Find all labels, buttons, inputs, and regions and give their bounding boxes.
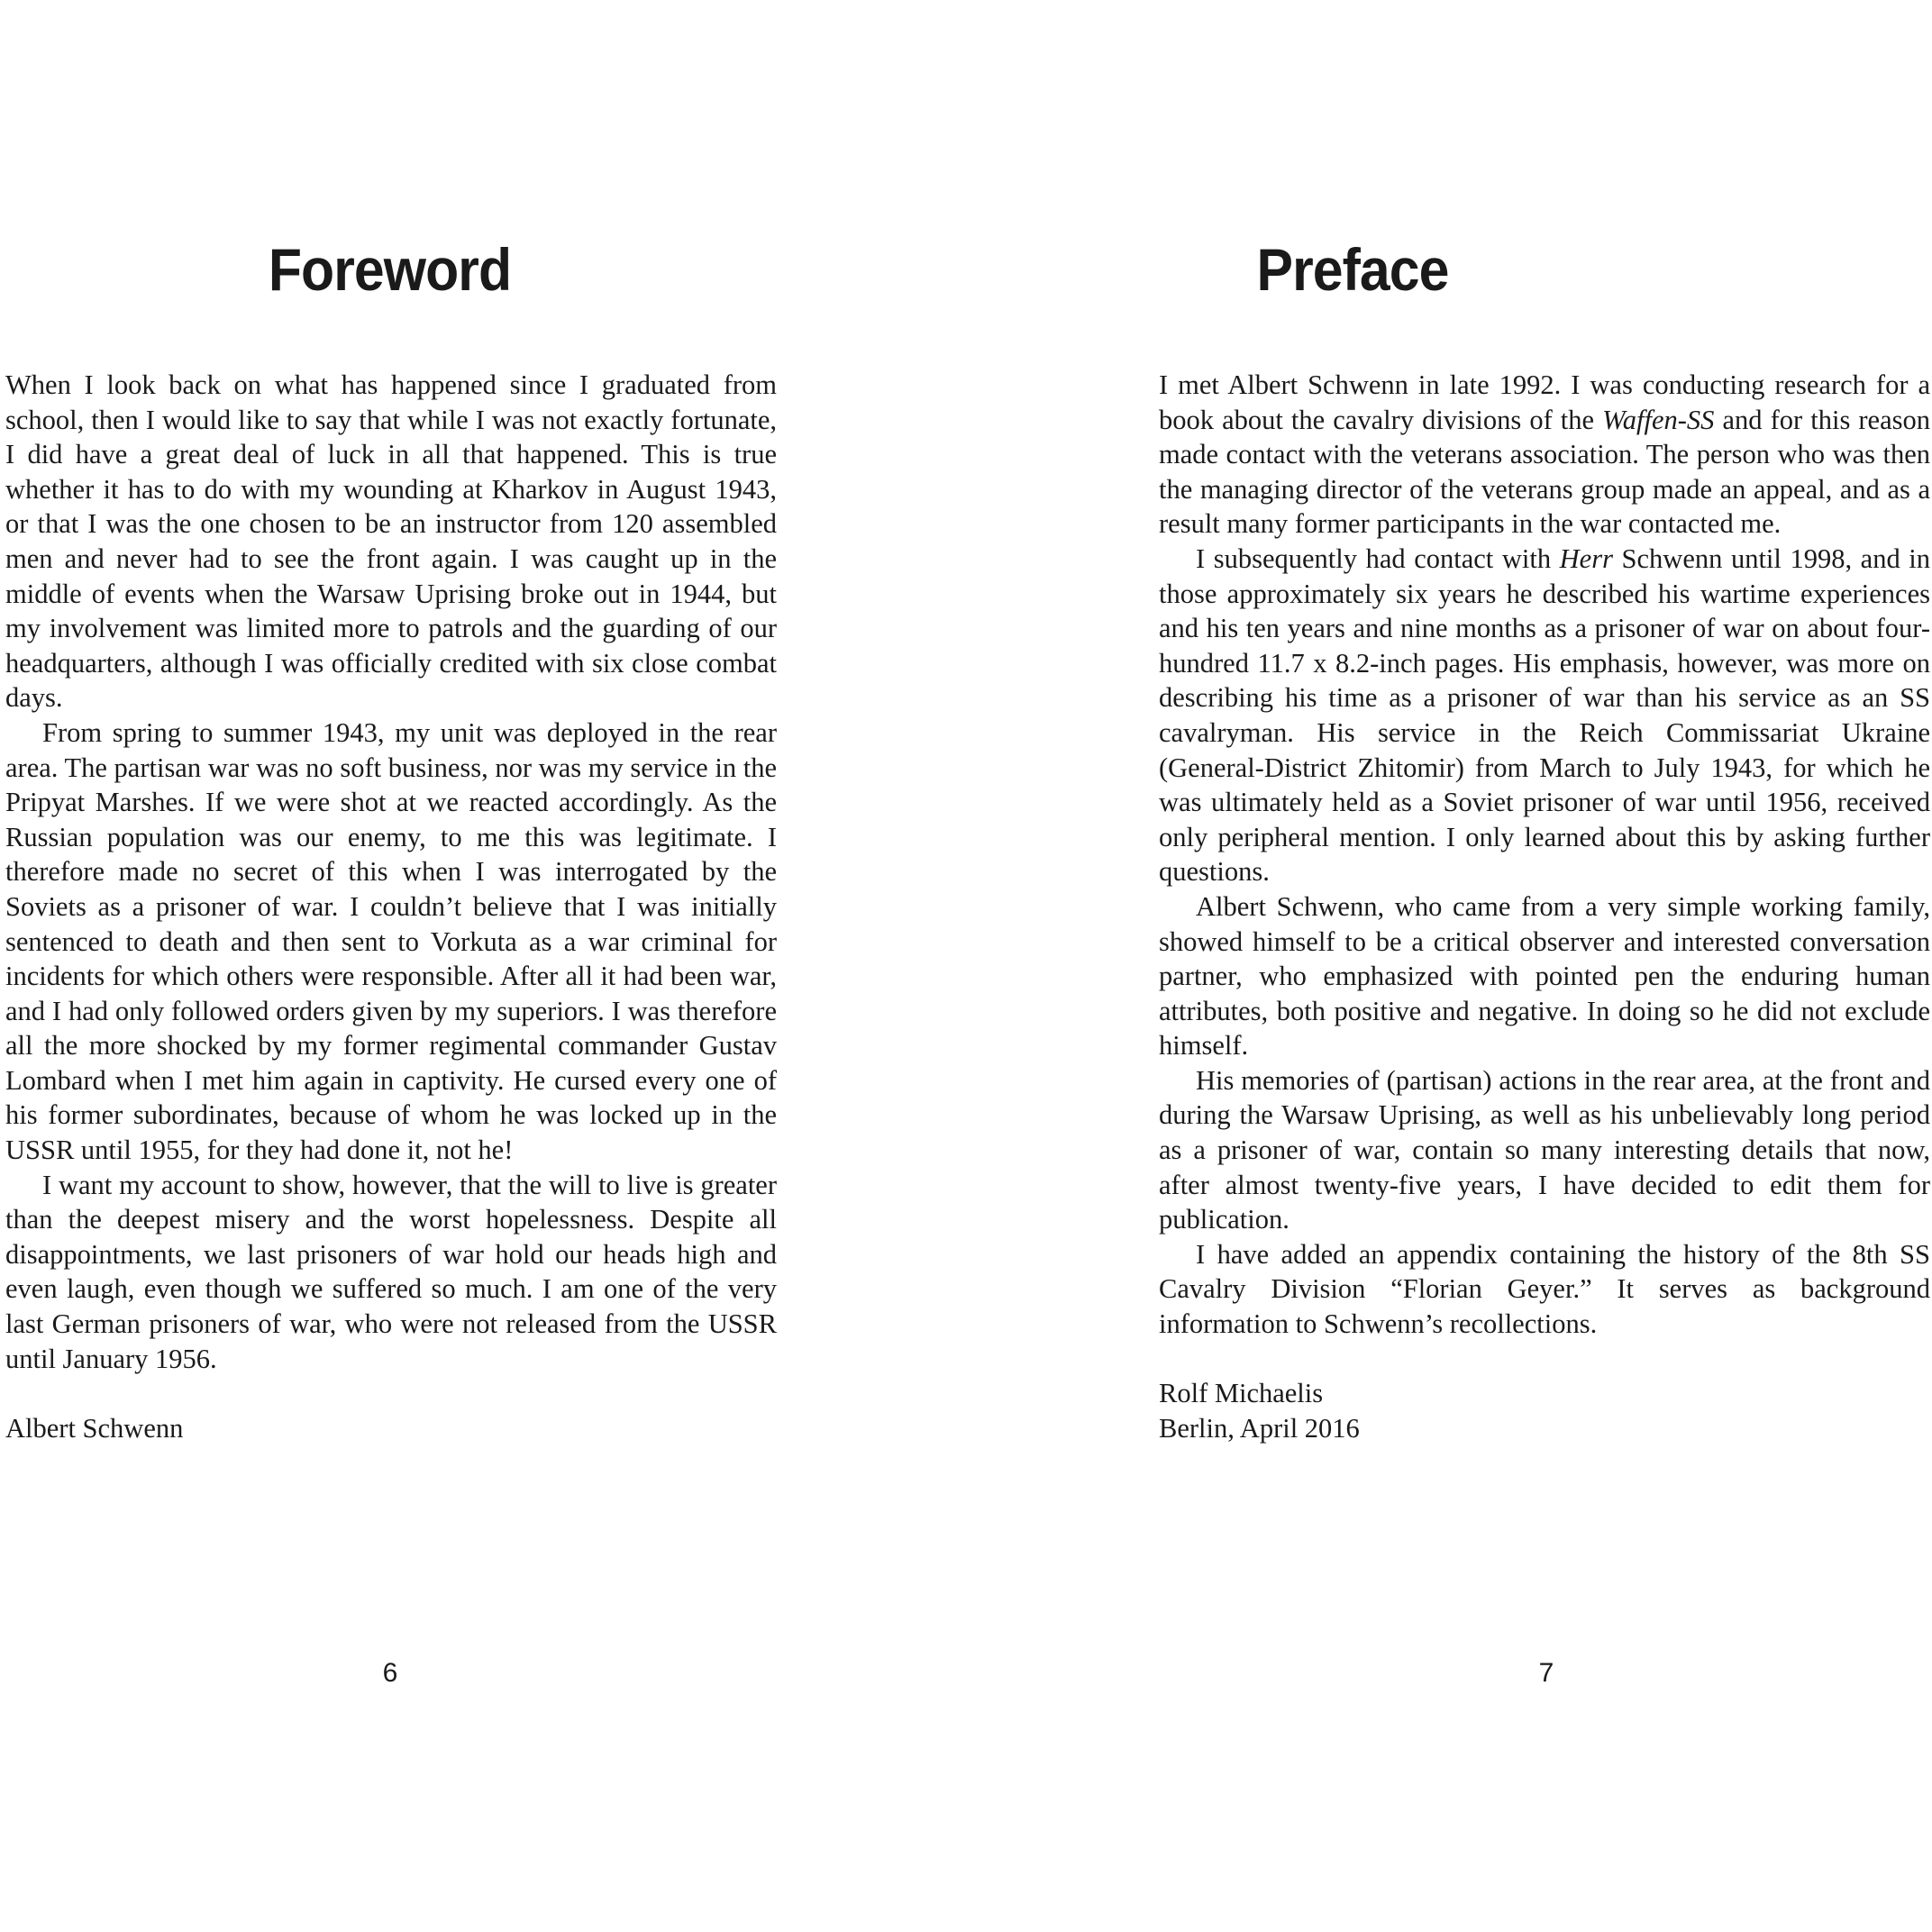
preface-author: Rolf Michaelis (1159, 1378, 1324, 1409)
preface-heading: Preface (1256, 236, 1449, 303)
preface-paragraph-4: His memories of (partisan) actions in the rear area, at the front and during the Warsaw Uprising, as well as his unbelievably long period as a prisoner of war, contain so many interesting details that now, after almost twenty-five years, I have decided to edit them for publication. (1159, 1064, 1930, 1235)
preface-p2-italic: Herr (1559, 542, 1613, 574)
preface-p2-text-b: Schwenn until 1998, and in those approximately six years he described his wartime experiences and his ten years and nine months as a prisoner of war on about four-hundred 11.7 x 8.2-inch pages. His emphasis, however, was more on describing his time as a prisoner of war than his service as an SS cavalryman. His service in the Reich Commissariat Ukraine (General-District Zhitomir) from March to July 1943, for which he was ultimately held as a Soviet prisoner of war until 1956, received only peripheral mention. I only learned about this by asking further questions. (1159, 542, 1930, 888)
preface-signature (1159, 1376, 1930, 1445)
foreword-heading: Foreword (268, 236, 512, 303)
preface-place-date: Berlin, April 2016 (1159, 1412, 1360, 1444)
right-page (966, 0, 1932, 1932)
foreword-paragraph-2: From spring to summer 1943, my unit was deployed in the rear area. The partisan war was no soft business, nor was my service in the Pripyat Marshes. If we were shot at we reacted accordingly. As the Russian population was our enemy, to me this was legitimate. I therefore made no secret of this when I was interrogated by the Soviets as a prisoner of war. I couldn’t believe that I was initially sentenced to death and then sent to Vorkuta as a war criminal for incidents for which others were responsible. After all it had been war, and I had only followed orders given by my superiors. I was therefore all the more shocked by my former regimental commander Gustav Lombard when I met him again in captivity. He cursed every one of his former subordinates, because of whom he was locked up in the USSR until 1955, for they had done it, not he! (5, 716, 777, 1166)
preface-paragraph-3: Albert Schwenn, who came from a very simple working family, showed himself to be a critical observer and interested conversation partner, who emphasized with pointed pen the enduring human attributes, both positive and negative. In doing so he did not exclude himself. (1159, 890, 1930, 1062)
preface-p1-text-b: and for this reason made contact with the veterans association. The person who was then the managing director of the veterans group made an appeal, and as a result many former participants in the war contacted me. (1159, 404, 1930, 540)
preface-p1-text-a: I met Albert Schwenn in late 1992. I was conducting research for a book about the cavalry divisions of the (1159, 369, 1930, 435)
foreword-body (5, 368, 777, 1445)
preface-p1-italic: Waffen-SS (1602, 404, 1715, 435)
foreword-signature (5, 1411, 777, 1446)
page-number-right: 7 (1538, 1658, 1554, 1688)
foreword-paragraph-3: I want my account to show, however, that the will to live is greater than the deepest misery and the worst hopelessness. Despite all disappointments, we last prisoners of war hold our heads high and even laugh, even though we suffered so much. I am one of the very last German prisoners of war, who were not released from the USSR until January 1956. (5, 1169, 777, 1374)
preface-p2-text-a: I subsequently had contact with (1196, 542, 1560, 574)
preface-paragraph-5: I have added an appendix containing the history of the 8th SS Cavalry Division “Florian Geyer.” It serves as background information to Schwenn’s recollections. (1159, 1238, 1930, 1340)
foreword-author: Albert Schwenn (5, 1412, 184, 1444)
foreword-paragraph-1: When I look back on what has happened since I graduated from school, then I would like to say that while I was not exactly fortunate, I did have a great deal of luck in all that happened. This is true whether it has to do with my wounding at Kharkov in August 1943, or that I was the one chosen to be an instructor from 120 assembled men and never had to see the front again. I was caught up in the middle of events when the Warsaw Uprising broke out in 1944, but my involvement was limited more to patrols and the guarding of our headquarters, although I was officially credited with six close combat days. (5, 369, 777, 714)
preface-paragraph-1 (1159, 368, 1930, 542)
preface-paragraph-2 (1159, 542, 1930, 889)
preface-body (1159, 368, 1930, 1445)
page-number-left: 6 (382, 1658, 398, 1688)
